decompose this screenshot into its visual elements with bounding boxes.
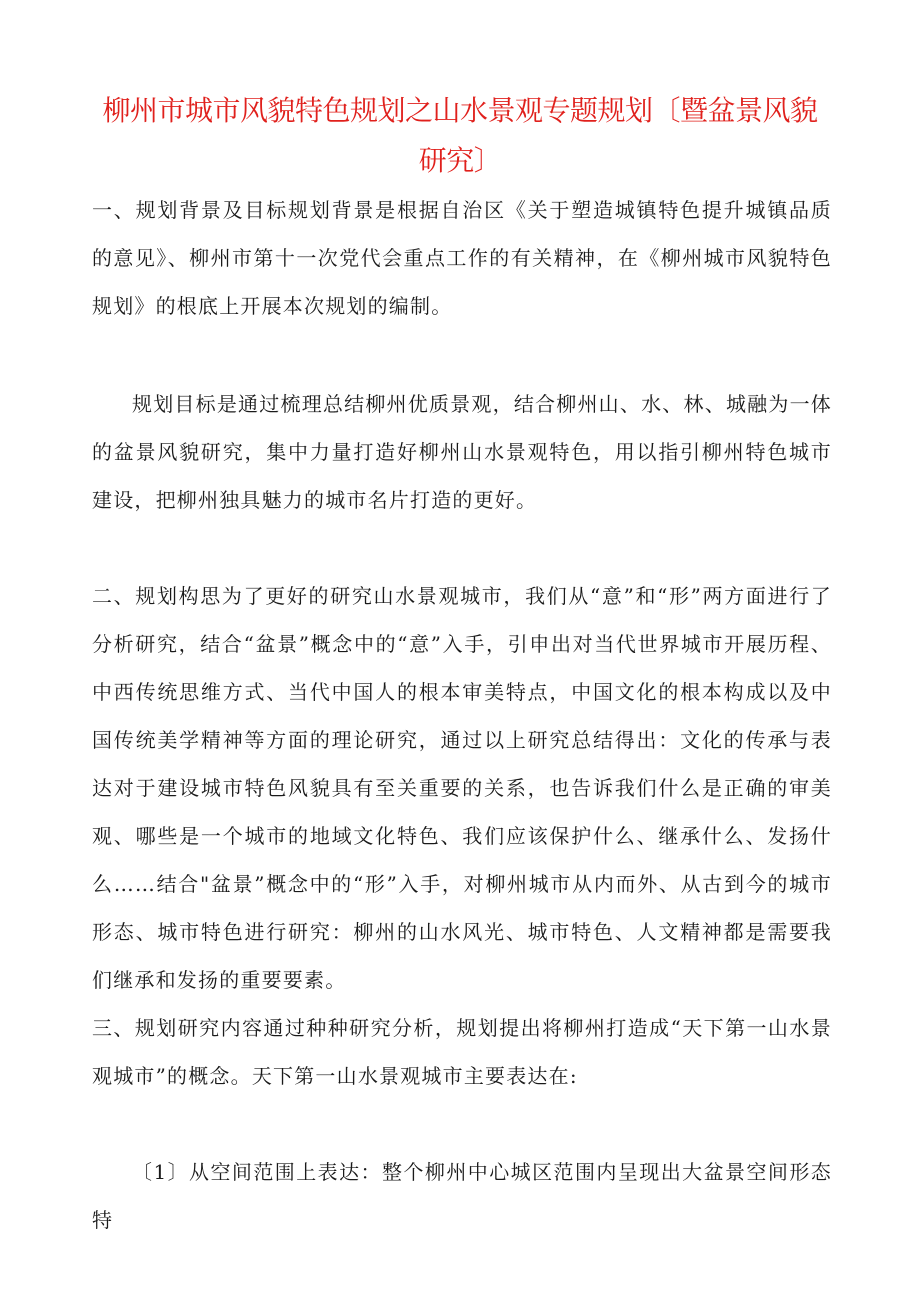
- document-title: 柳州市城市风貌特色规划之山水景观专题规划〔暨盆景风貌研究〕: [102, 94, 818, 177]
- paragraph-goals: 规划目标是通过梳理总结柳州优质景观，结合柳州山、水、林、城融为一体的盆景风貌研究，集中力量打造好柳州山水景观特色，用以指引柳州特色城市建设，把柳州独具魅力的城市名片打造的更好。: [92, 392, 832, 512]
- paragraph-concept: 二、规划构思为了更好的研究山水景观城市，我们从“意”和“形”两方面进行了分析研究，结合“盆景”概念中的“意”入手，引申出对当代世界城市开展历程、中西传统思维方式、当代中国人的根本审美特点，中国文化的根本构成以及中国传统美学精神等方面的理论研究，通过以上研究总结得出：文化的传承与表达对于建设城市特色风貌具有至关重要的关系，也告诉我们什么是正确的审美观、哪些是一个城市的地域文化特色、我们应该保护什么、继承什么、发扬什么……结合"盆景”概念中的“形”入手，对柳州城市从内而外、从古到今的城市形态、城市特色进行研究：柳州的山水风光、城市特色、人文精神都是需要我们继承和发扬的重要要素。: [92, 584, 832, 992]
- paragraph-spatial-scope: 〔1〕从空间范围上表达：整个柳州中心城区范围内呈现出大盆景空间形态特: [92, 1160, 832, 1232]
- paragraph-background: 一、规划背景及目标规划背景是根据自治区《关于塑造城镇特色提升城镇品质的意见》、柳州市第十一次党代会重点工作的有关精神，在《柳州城市风貌特色规划》的根底上开展本次规划的编制。: [92, 198, 832, 318]
- paragraph-research-content: 三、规划研究内容通过种种研究分析，规划提出将柳州打造成“天下第一山水景观城市”的概念。天下第一山水景观城市主要表达在:: [92, 1016, 832, 1088]
